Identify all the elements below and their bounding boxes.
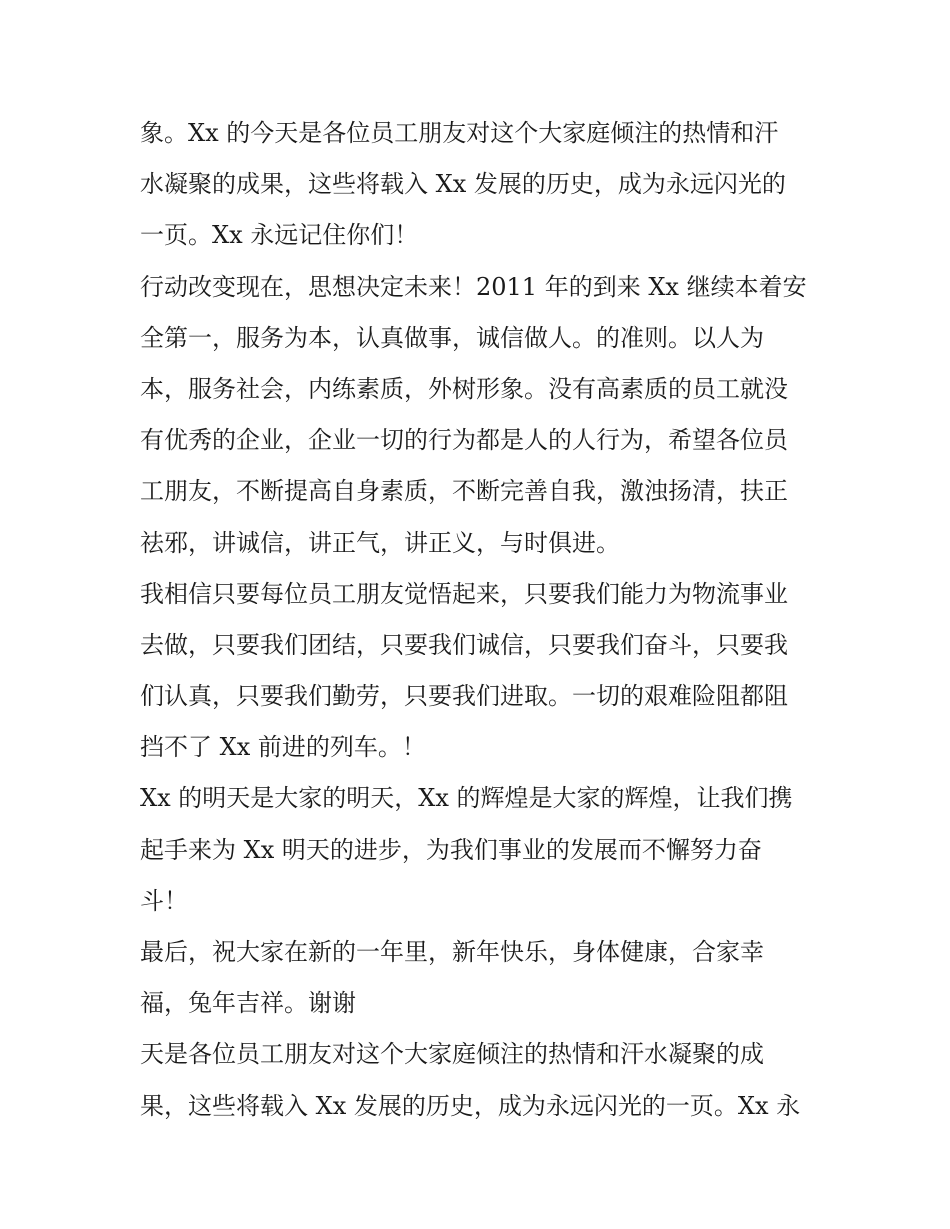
text-line: 起手来为 Xx 明天的进步，为我们事业的发展而不懈努力奋 <box>140 835 762 864</box>
text-line: 一页。Xx 永远记住你们！ <box>140 221 419 250</box>
text-line: 全第一，服务为本，认真做事，诚信做人。的准则。以人为 <box>140 323 764 352</box>
text-line: 最后，祝大家在新的一年里，新年快乐，身体健康，合家幸 <box>140 938 764 966</box>
text-line: 祛邪，讲诚信，讲正气，讲正义，与时俱进。 <box>140 528 620 557</box>
text-line: 象。Xx 的今天是各位员工朋友对这个大家庭倾注的热情和汗 <box>140 119 779 147</box>
text-line: 们认真，只要我们勤劳，只要我们进取。一切的艰难险阻都阻 <box>140 682 788 711</box>
text-line: 行动改变现在，思想决定未来！2011 年的到来 Xx 继续本着安 <box>140 272 807 301</box>
text-line: 福，兔年吉祥。谢谢 <box>140 989 356 1018</box>
document-body <box>140 108 820 1132</box>
text-line: 斗！ <box>140 886 188 915</box>
text-line: 去做，只要我们团结，只要我们诚信，只要我们奋斗，只要我 <box>140 630 788 659</box>
text-line: 有优秀的企业，企业一切的行为都是人的人行为，希望各位员 <box>140 426 788 455</box>
text-line: 水凝聚的成果，这些将载入 Xx 发展的历史，成为永远闪光的 <box>140 170 786 199</box>
text-line: Xx 的明天是大家的明天，Xx 的辉煌是大家的辉煌，让我们携 <box>140 784 793 813</box>
text-line: 挡不了 Xx 前进的列车。！ <box>140 733 426 762</box>
text-line: 天是各位员工朋友对这个大家庭倾注的热情和汗水凝聚的成 <box>140 1040 764 1069</box>
text-line: 果，这些将载入 Xx 发展的历史，成为永远闪光的一页。Xx 永 <box>140 1091 801 1120</box>
text-line: 我相信只要每位员工朋友觉悟起来，只要我们能力为物流事业 <box>140 579 788 608</box>
text-line: 工朋友，不断提高自身素质，不断完善自我，激浊扬清，扶正 <box>140 477 788 506</box>
text-line: 本，服务社会，内练素质，外树形象。没有高素质的员工就没 <box>140 374 788 403</box>
